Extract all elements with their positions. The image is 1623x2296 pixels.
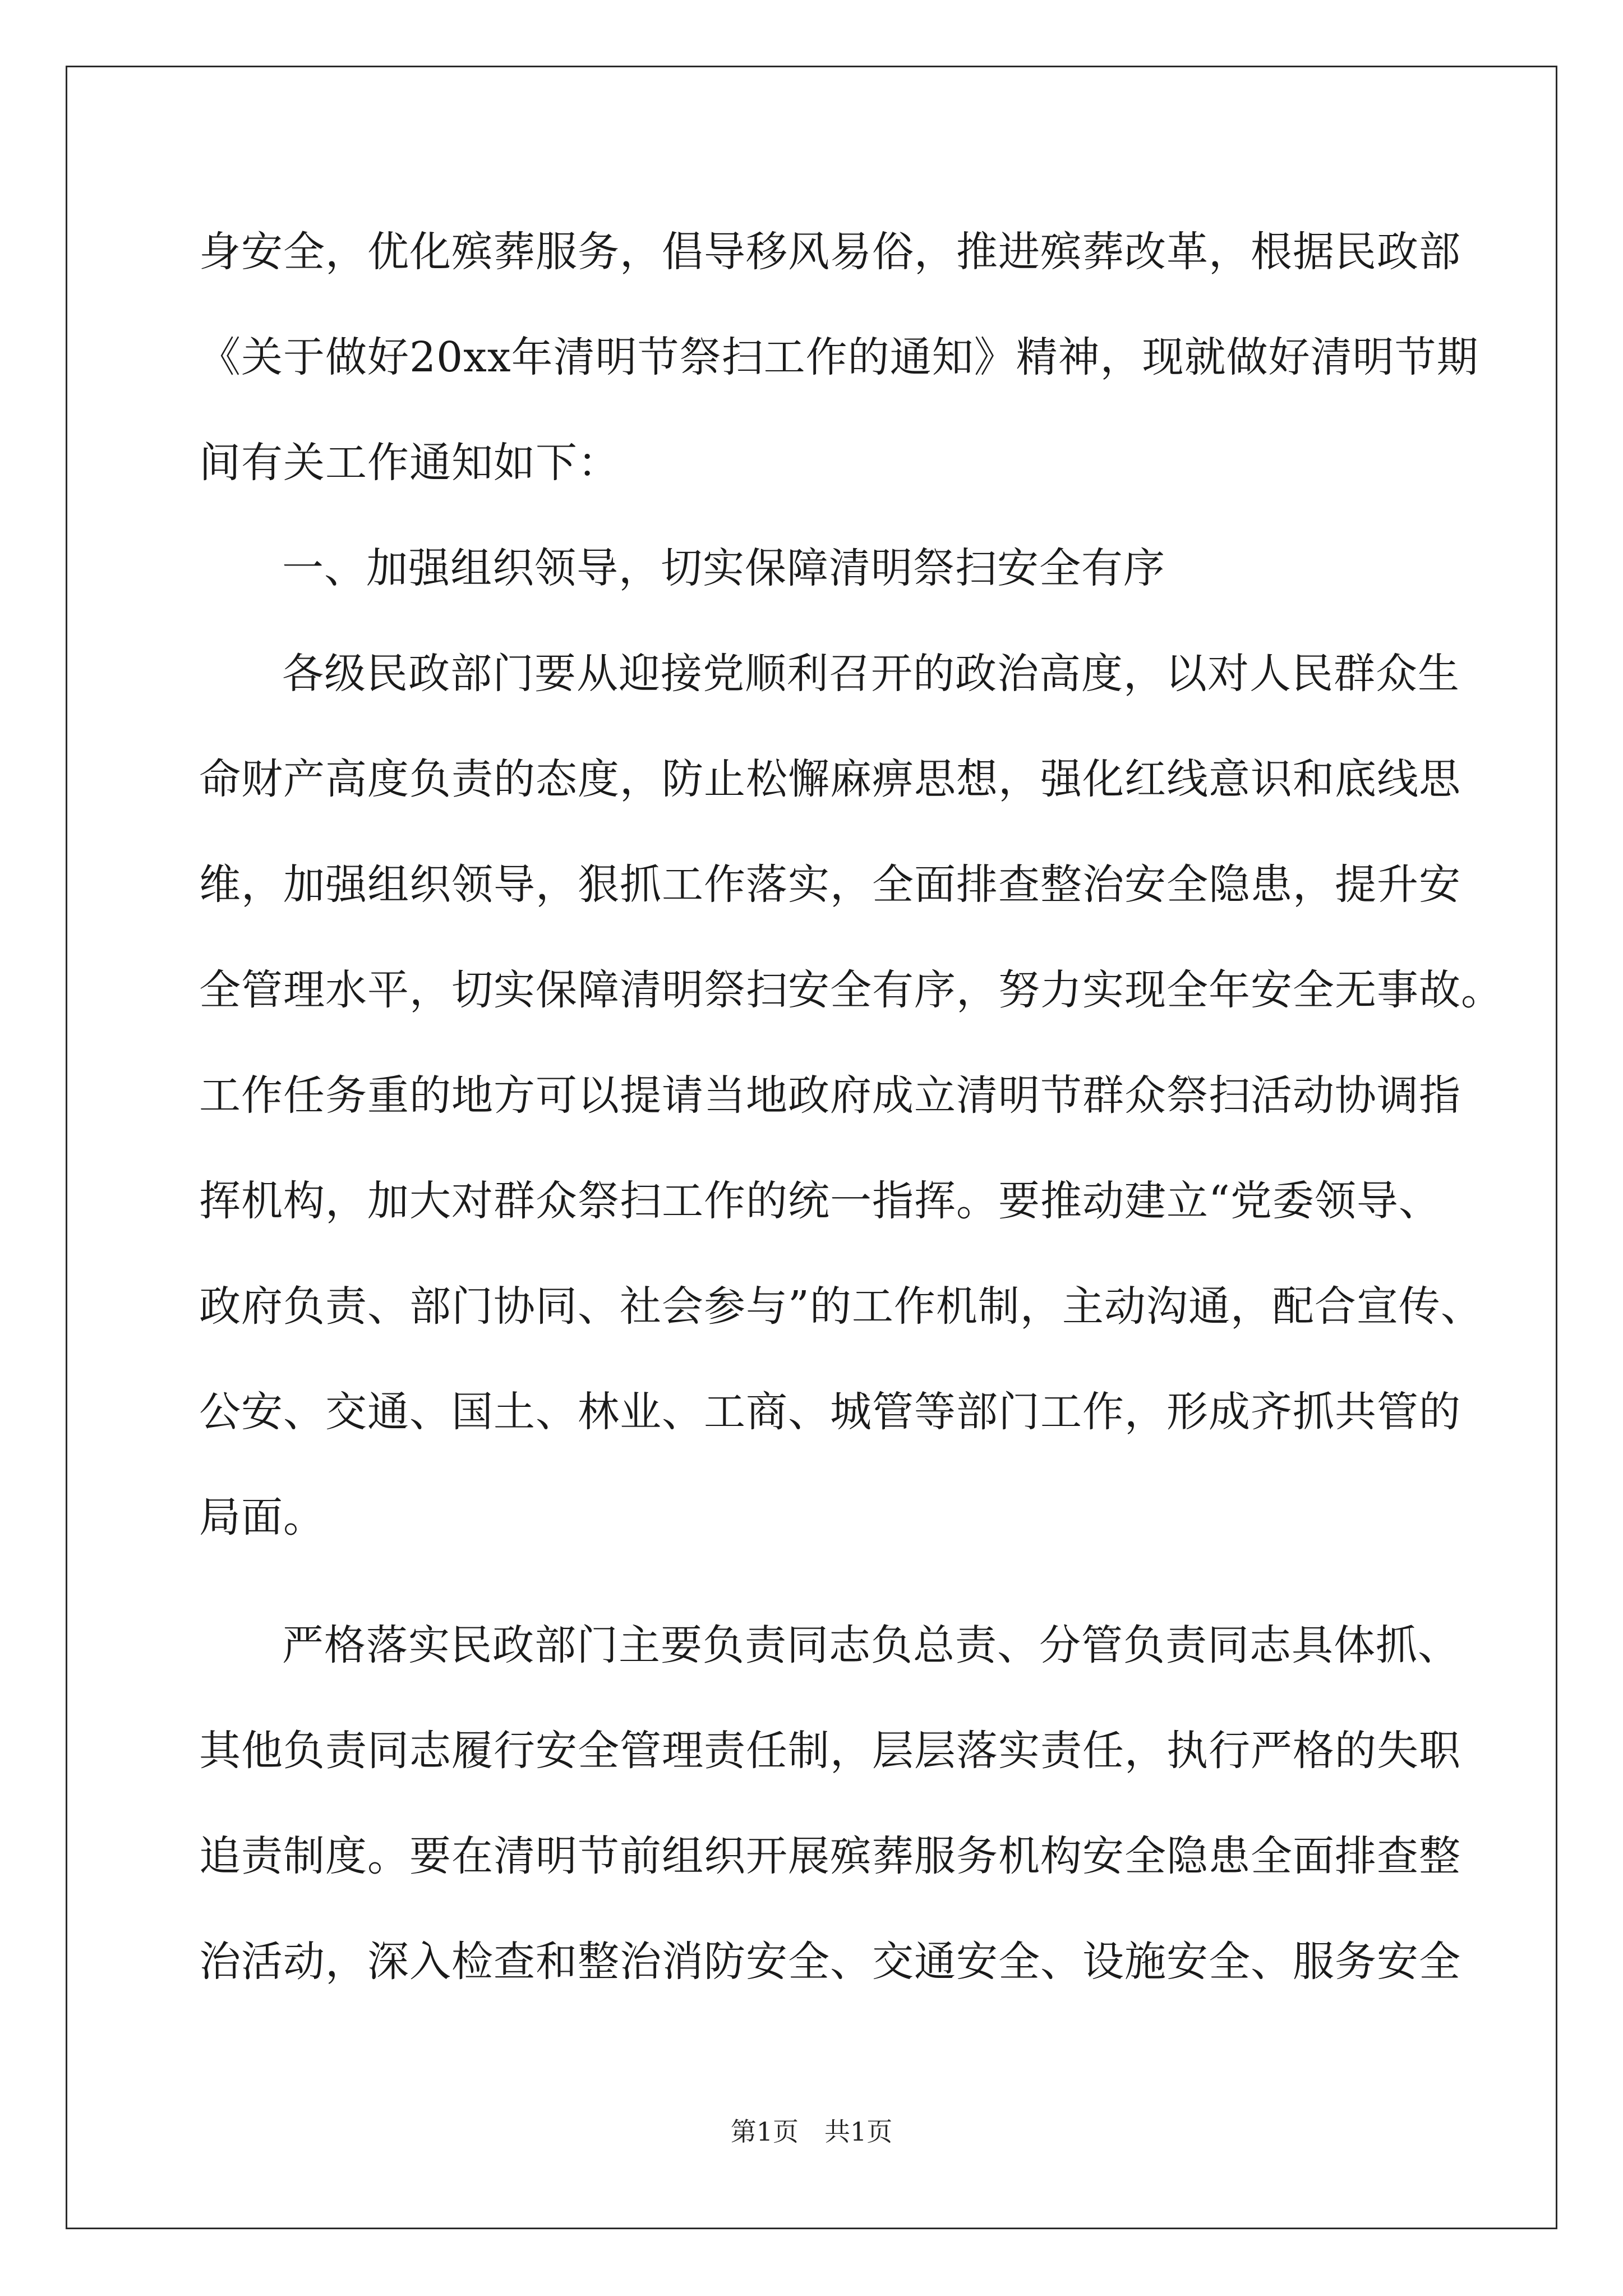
text-line: 工作任务重的地方可以提请当地政府成立清明节群众祭扫活动协调指	[199, 1071, 1461, 1120]
page-number-footer: 第1页 共1页	[730, 2116, 893, 2147]
text-line: 命财产高度负责的态度，防止松懈麻痹思想，强化红线意识和底线思	[199, 755, 1461, 803]
text-line: 《关于做好20xx年清明节祭扫工作的通知》精神，现就做好清明节期	[199, 333, 1479, 381]
text-line: 局面。	[199, 1493, 325, 1542]
section-heading: 一、加强组织领导，切实保障清明祭扫安全有序	[282, 544, 1165, 592]
text-line: 维，加强组织领导，狠抓工作落实，全面排查整治安全隐患，提升安	[199, 861, 1461, 909]
document-body	[199, 210, 1503, 2025]
text-line: 严格落实民政部门主要负责同志负总责、分管负责同志具体抓、	[282, 1621, 1460, 1669]
text-line: 政府负责、部门协同、社会参与”的工作机制，主动沟通，配合宣传、	[199, 1282, 1483, 1331]
text-line: 身安全，优化殡葬服务，倡导移风易俗，推进殡葬改革，根据民政部	[199, 228, 1461, 276]
text-line: 间有关工作通知如下：	[199, 439, 620, 487]
text-line: 全管理水平，切实保障清明祭扫安全有序，努力实现全年安全无事故。	[199, 966, 1503, 1014]
text-line: 公安、交通、国土、林业、工商、城管等部门工作，形成齐抓共管的	[199, 1388, 1461, 1436]
text-line: 其他负责同志履行安全管理责任制，层层落实责任，执行严格的失职	[199, 1727, 1461, 1775]
text-line: 各级民政部门要从迎接党顺利召开的政治高度，以对人民群众生	[282, 650, 1460, 698]
text-line: 追责制度。要在清明节前组织开展殡葬服务机构安全隐患全面排查整	[199, 1832, 1461, 1880]
text-line: 挥机构，加大对群众祭扫工作的统一指挥。要推动建立“党委领导、	[199, 1177, 1441, 1225]
paragraph-gap	[199, 1581, 1433, 1603]
text-line: 治活动，深入检查和整治消防安全、交通安全、设施安全、服务安全	[199, 1938, 1461, 1986]
